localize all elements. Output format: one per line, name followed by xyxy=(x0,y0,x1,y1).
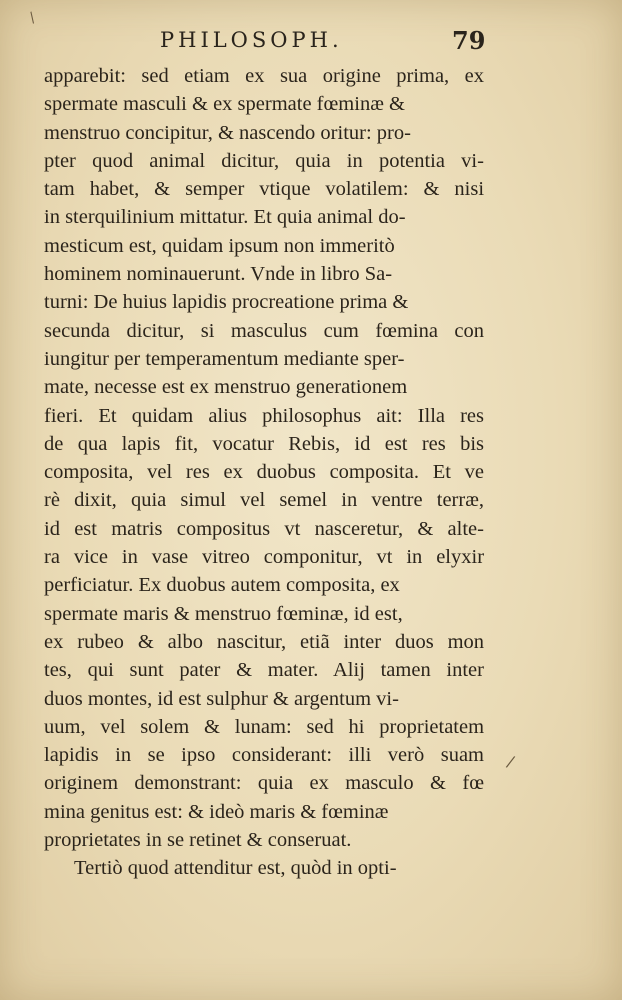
text-line: ra vice in vase vitreo componitur, vt in elyxir xyxy=(44,546,484,569)
text-line: iungitur per temperamentum mediante sper- xyxy=(44,347,405,370)
running-title: PHILOSOPH. xyxy=(160,28,343,52)
text-line: in sterquilinium mittatur. Et quia animal do- xyxy=(44,206,406,229)
page-number: 79 xyxy=(452,26,486,55)
text-line: menstruo concipitur, & nascendo oritur: pro- xyxy=(44,121,411,144)
text-line: composita, vel res ex duobus composita. Et ve xyxy=(44,461,484,484)
text-line: mesticum est, quidam ipsum non immeritò xyxy=(44,234,395,257)
text-line: spermate masculi & ex spermate fœminæ & xyxy=(44,93,405,116)
text-line: spermate maris & menstruo fœminæ, id est, xyxy=(44,602,403,625)
text-line: mate, necesse est ex menstruo generationem xyxy=(44,376,408,399)
text-line: originem demonstrant: quia ex masculo & fœ xyxy=(44,772,484,795)
text-line: de qua lapis fit, vocatur Rebis, id est res bis xyxy=(44,432,484,455)
text-line: apparebit: sed etiam ex sua origine prima, ex xyxy=(44,65,484,87)
text-line: ex rubeo & albo nascitur, etiã inter duos mon xyxy=(44,630,484,653)
text-line: duos montes, id est sulphur & argentum vi- xyxy=(44,687,399,710)
text-line: pter quod animal dicitur, quia in potentia vi- xyxy=(44,149,484,172)
text-line: mina genitus est: & ideò maris & fœminæ xyxy=(44,800,389,823)
text-line: secunda dicitur, si masculus cum fœmina con xyxy=(44,319,484,342)
text-line: perficiatur. Ex duobus autem composita, ex xyxy=(44,574,400,597)
text-line: lapidis in se ipso considerant: illi verò suam xyxy=(44,744,484,767)
text-line: proprietates in se retinet & conseruat. xyxy=(44,829,352,852)
text-line: tes, qui sunt pater & mater. Alij tamen inter xyxy=(44,659,484,682)
text-line: Tertiò quod attenditur est, quòd in opti- xyxy=(74,857,397,880)
text-line: id est matris compositus vt nasceretur, & alte- xyxy=(44,517,484,540)
text-line: tam habet, & semper vtique volatilem: & nisi xyxy=(44,178,484,201)
text-line: hominem nominauerunt. Vnde in libro Sa- xyxy=(44,263,393,286)
ink-mark-margin: / xyxy=(504,751,517,772)
text-line: uum, vel solem & lunam: sed hi proprietatem xyxy=(44,715,484,738)
text-line: rè dixit, quia simul vel semel in ventre terræ, xyxy=(44,489,484,512)
ink-mark-top: / xyxy=(26,9,39,27)
body-text xyxy=(44,62,484,883)
text-line: turni: De huius lapidis procreatione prima & xyxy=(44,291,409,314)
text-line: fieri. Et quidam alius philosophus ait: Illa res xyxy=(44,404,484,427)
running-head xyxy=(40,26,490,56)
